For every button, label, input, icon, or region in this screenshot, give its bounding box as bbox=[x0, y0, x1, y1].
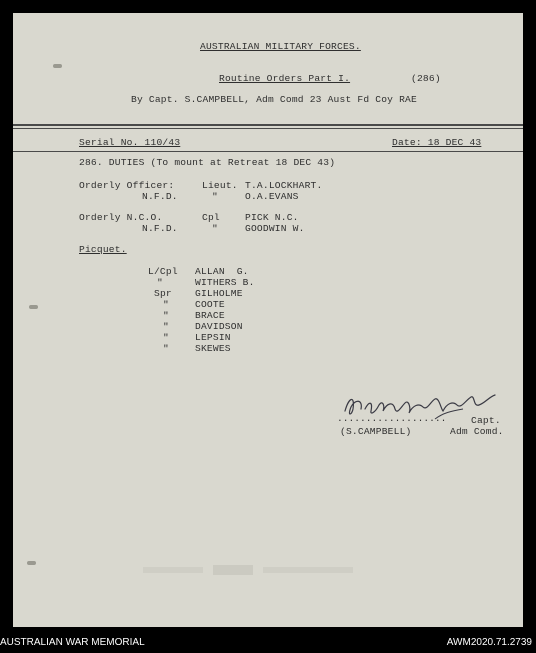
duties-heading: 286. DUTIES (To mount at Retreat 18 DEC 43) bbox=[79, 157, 336, 168]
picquet-rank: " bbox=[163, 299, 169, 310]
top-rule bbox=[13, 124, 523, 126]
picquet-name: GILHOLME bbox=[195, 288, 243, 299]
orderly-officer-rank: Lieut. bbox=[202, 180, 238, 191]
picquet-heading: Picquet. bbox=[79, 244, 127, 255]
picquet-name: COOTE bbox=[195, 299, 225, 310]
signatory-name: (S.CAMPBELL) bbox=[340, 426, 412, 437]
signatory-rank: Capt. bbox=[471, 415, 501, 426]
picquet-name: LEPSIN bbox=[195, 332, 231, 343]
orderly-nco-rank: Cpl bbox=[202, 212, 220, 223]
orderly-officer-label: Orderly Officer: bbox=[79, 180, 175, 191]
picquet-rank: " bbox=[163, 343, 169, 354]
orderly-nco-nfd-name: GOODWIN W. bbox=[245, 223, 305, 234]
footer-accession-number: AWM2020.71.2739 bbox=[446, 637, 532, 648]
byline: By Capt. S.CAMPBELL, Adm Comd 23 Aust Fd Coy RAE bbox=[131, 94, 417, 105]
picquet-rank: " bbox=[163, 310, 169, 321]
picquet-name: SKEWES bbox=[195, 343, 231, 354]
picquet-rank: Spr bbox=[154, 288, 172, 299]
footer-institution: AUSTRALIAN WAR MEMORIAL bbox=[0, 637, 145, 648]
orderly-nco-nfd-rank: " bbox=[212, 223, 218, 234]
punch-hole bbox=[29, 305, 38, 309]
picquet-name: BRACE bbox=[195, 310, 225, 321]
orderly-nco-nfd-label: N.F.D. bbox=[142, 223, 178, 234]
orderly-officer-nfd-label: N.F.D. bbox=[142, 191, 178, 202]
org-heading: AUSTRALIAN MILITARY FORCES. bbox=[200, 41, 361, 52]
punch-hole bbox=[53, 64, 62, 68]
picquet-name: WITHERS B. bbox=[195, 277, 255, 288]
picquet-name: DAVIDSON bbox=[195, 321, 243, 332]
top-rule-thin bbox=[13, 128, 523, 129]
order-date: Date: 18 DEC 43 bbox=[392, 137, 482, 148]
orderly-officer-nfd-rank: " bbox=[212, 191, 218, 202]
orderly-nco-name: PICK N.C. bbox=[245, 212, 299, 223]
picquet-rank: " bbox=[157, 277, 163, 288]
document-title: Routine Orders Part I. bbox=[219, 73, 351, 84]
signature-line: ................... bbox=[337, 413, 447, 424]
orderly-nco-label: Orderly N.C.O. bbox=[79, 212, 163, 223]
punch-hole bbox=[27, 561, 36, 565]
serial-rule bbox=[13, 151, 523, 152]
signatory-role: Adm Comd. bbox=[450, 426, 504, 437]
serial-number: Serial No. 110/43 bbox=[79, 137, 181, 148]
orderly-officer-name: T.A.LOCKHART. bbox=[245, 180, 323, 191]
order-number: (286) bbox=[411, 73, 441, 84]
orderly-officer-nfd-name: O.A.EVANS bbox=[245, 191, 299, 202]
bleed-through-mark bbox=[143, 553, 363, 583]
document-page bbox=[13, 13, 523, 627]
picquet-rank: L/Cpl bbox=[148, 266, 178, 277]
picquet-name: ALLAN G. bbox=[195, 266, 249, 277]
picquet-rank: " bbox=[163, 332, 169, 343]
picquet-rank: " bbox=[163, 321, 169, 332]
